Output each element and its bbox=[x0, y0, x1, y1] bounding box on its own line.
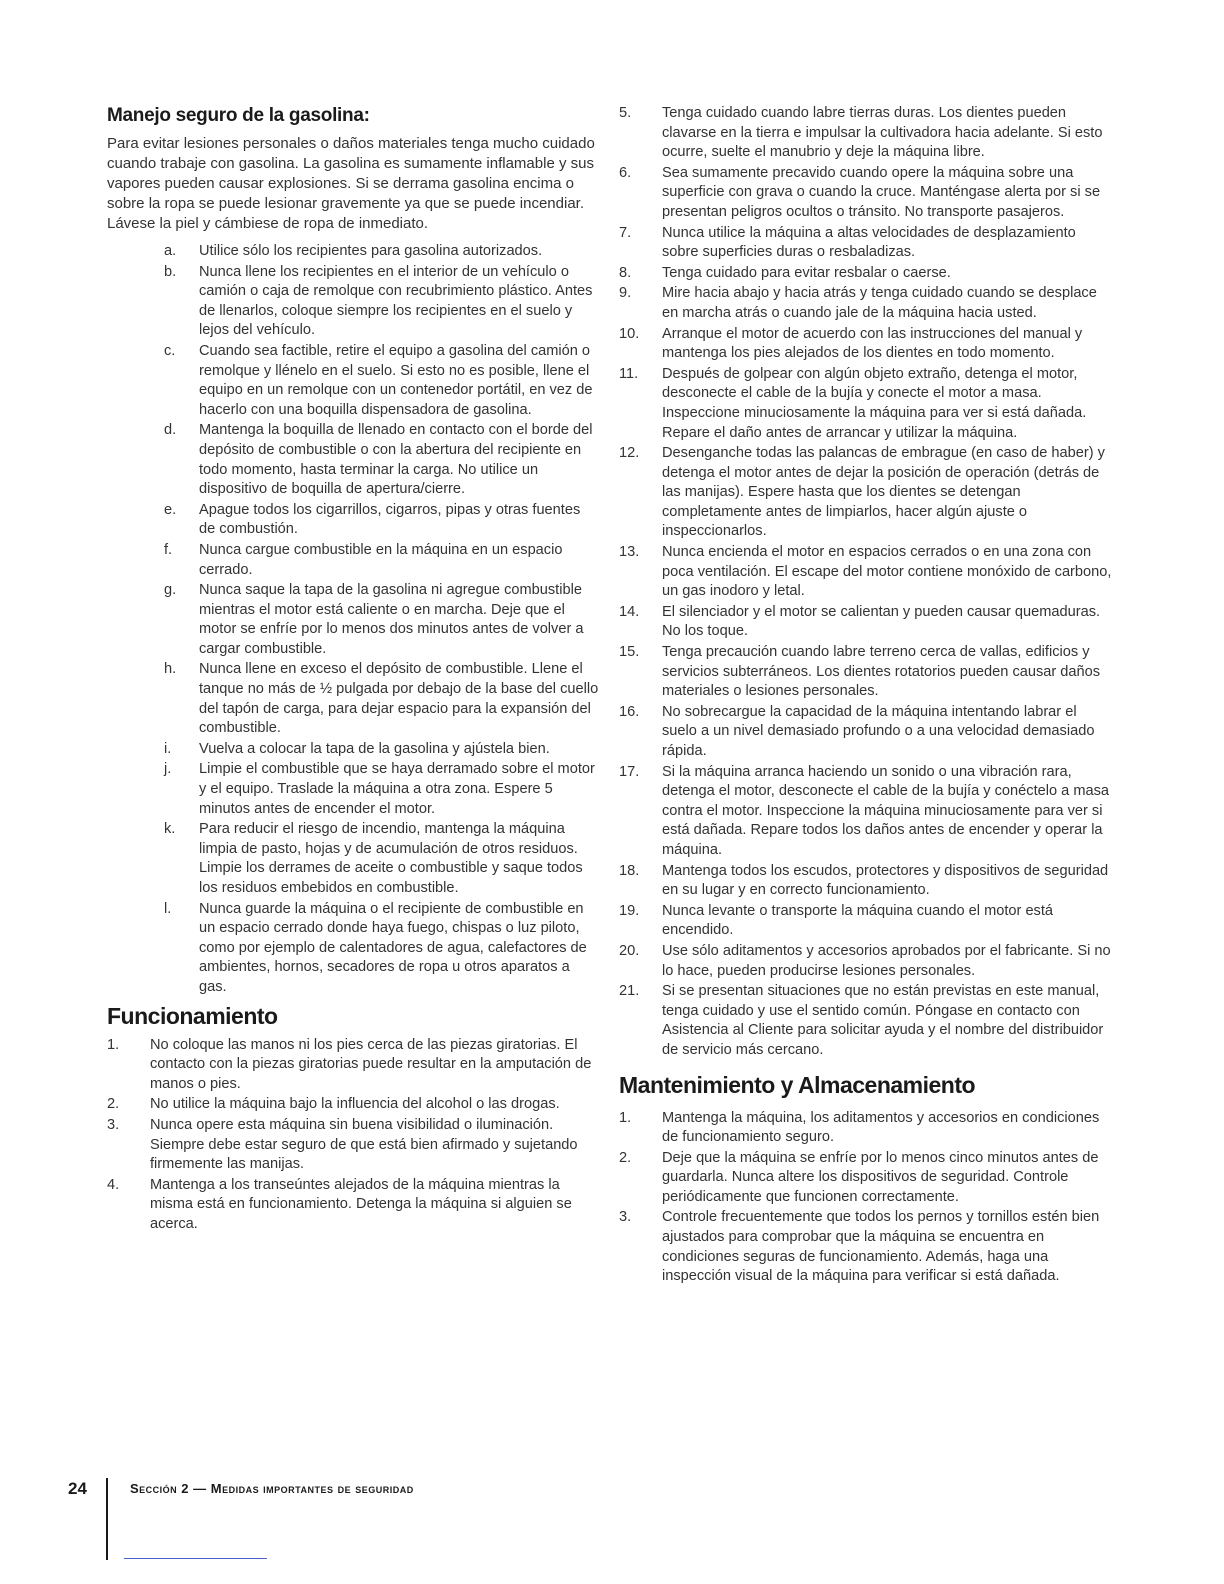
list-item-text: No sobrecargue la capacidad de la máquina intentando labrar el suelo a un nivel demasiado profundo o a una velocidad demasiado rápida. bbox=[662, 703, 1095, 759]
list-item-marker: f. bbox=[164, 541, 173, 558]
list-item-text: Nunca llene en exceso el depósito de combustible. Llene el tanque no más de ½ pulgada por debajo de la base del cuello del tapón de carga, para dejar espacio para la expansión del combustible. bbox=[199, 661, 599, 737]
list-item bbox=[619, 1109, 1112, 1148]
list-item-marker: 6. bbox=[619, 164, 632, 181]
list-item bbox=[107, 660, 599, 738]
list-item-text: Para reducir el riesgo de incendio, mantenga la máquina limpia de pasto, hojas y de acumulación de otros residuos. Limpie los derrames de aceite o combustible y saque todos los residuos embebidos en combustible. bbox=[199, 821, 583, 896]
list-item-marker: 21. bbox=[619, 983, 640, 1000]
list-item bbox=[619, 164, 1112, 223]
list-item-marker: i. bbox=[164, 740, 172, 757]
list-item-marker: 17. bbox=[619, 763, 640, 780]
list-item-text: Tenga precaución cuando labre terreno cerca de vallas, edificios y servicios subterráneos. Los dientes rotatorios pueden causar daños materiales o lesiones personales. bbox=[662, 644, 1101, 700]
list-item-marker: k. bbox=[164, 821, 176, 838]
list-item bbox=[107, 421, 599, 499]
list-item-text: Mantenga la boquilla de llenado en contacto con el borde del depósito de combustible o con la abertura del recipiente en todo momento, hasta terminar la carga. No utilice un dispositivo de boquilla de apertura/cierre. bbox=[199, 422, 593, 498]
maintenance-heading: Mantenimiento y Almacenamiento bbox=[619, 1071, 976, 1098]
list-item-marker: b. bbox=[164, 263, 177, 280]
list-item bbox=[619, 643, 1112, 702]
list-item bbox=[619, 444, 1112, 542]
list-item-text: Utilice sólo los recipientes para gasolina autorizados. bbox=[199, 243, 543, 259]
list-item bbox=[107, 760, 599, 819]
list-item-marker: 4. bbox=[107, 1176, 120, 1193]
list-item bbox=[619, 365, 1112, 443]
list-item-text: No utilice la máquina bajo la influencia del alcohol o las drogas. bbox=[150, 1096, 560, 1113]
list-item-marker: 2. bbox=[107, 1096, 120, 1113]
footer-section-label: Sección 2 — Medidas importantes de seguridad bbox=[130, 1481, 414, 1496]
gas-safety-list bbox=[107, 242, 599, 998]
list-item-text: Mantenga a los transeúntes alejados de la máquina mientras la misma está en funcionamiento. Detenga la máquina si alguien se acerca. bbox=[150, 1176, 572, 1232]
list-item-text: Nunca saque la tapa de la gasolina ni agregue combustible mientras el motor está caliente o en marcha. Deje que el motor se enfríe por lo menos dos minutos antes de volver a cargar combustible. bbox=[199, 582, 584, 657]
list-item-text: Tenga cuidado cuando labre tierras duras. Los dientes pueden clavarse en la tierra e impulsar la cultivadora hacia adelante. Si esto ocurre, suelte el manubrio y deje la máquina libre. bbox=[662, 105, 1103, 161]
list-item-marker: l. bbox=[164, 900, 172, 917]
list-item-text: Si la máquina arranca haciendo un sonido o una vibración rara, detenga el motor, desconecte el cable de la bujía y conéctelo a masa contra el motor. Inspeccione la máquina minuciosamente para ver si está dañada. Repare todos los daños antes de encender y operar la máquina. bbox=[662, 763, 1110, 858]
operation-heading: Funcionamiento bbox=[107, 1002, 278, 1029]
list-item-text: Nunca cargue combustible en la máquina en un espacio cerrado. bbox=[199, 541, 563, 578]
operation-list-continued bbox=[619, 104, 1112, 1061]
list-item-text: Arranque el motor de acuerdo con las instrucciones del manual y mantenga los pies alejados de los dientes en todo momento. bbox=[662, 325, 1083, 362]
list-item bbox=[107, 541, 599, 580]
list-item-text: Use sólo aditamentos y accesorios aprobados por el fabricante. Si no lo hace, pueden producirse lesiones personales. bbox=[662, 942, 1111, 979]
list-item bbox=[619, 264, 1112, 284]
list-item bbox=[107, 740, 599, 760]
list-item-text: Después de golpear con algún objeto extraño, detenga el motor, desconecte el cable de la bujía y conecte el motor a masa. Inspeccione minuciosamente la máquina para ver si está dañada. Repare el daño antes de arrancar y utilizar la máquina. bbox=[662, 365, 1087, 441]
list-item bbox=[107, 263, 599, 341]
list-item-marker: c. bbox=[164, 342, 176, 359]
list-item bbox=[619, 1149, 1112, 1208]
gas-safety-heading: Manejo seguro de la gasolina: bbox=[107, 105, 370, 126]
list-item-marker: 12. bbox=[619, 445, 640, 462]
list-item-text: Mantenga todos los escudos, protectores y dispositivos de seguridad en su lugar y en correcto funcionamiento. bbox=[662, 862, 1109, 899]
list-item-text: Deje que la máquina se enfríe por lo menos cinco minutos antes de guardarla. Nunca altere los dispositivos de seguridad. Controle periódicamente que funcionen correctamente. bbox=[662, 1149, 1099, 1205]
list-item-text: Tenga cuidado para evitar resbalar o caerse. bbox=[662, 264, 951, 281]
list-item-marker: 16. bbox=[619, 703, 640, 720]
list-item bbox=[619, 325, 1112, 364]
list-item-text: Nunca utilice la máquina a altas velocidades de desplazamiento sobre superficies duras o resbaladizas. bbox=[662, 224, 1076, 261]
list-item-marker: g. bbox=[164, 582, 177, 599]
list-item-text: Nunca llene los recipientes en el interior de un vehículo o camión o caja de remolque con recubrimiento plástico. Antes de llenarlos, coloque siempre los recipientes en el suelo y lejos del vehículo. bbox=[199, 263, 593, 339]
list-item-marker: 14. bbox=[619, 603, 640, 620]
list-item-text: Cuando sea factible, retire el equipo a gasolina del camión o remolque y llénelo en el suelo. Si esto no es posible, llene el equipo en un remolque con un contenedor portátil, en vez de hacerlo con una boquilla dispensadora de gasolina. bbox=[199, 342, 593, 418]
gas-safety-intro: Para evitar lesiones personales o daños materiales tenga mucho cuidado cuando trabaje con gasolina. La gasolina es sumamente inflamable y sus vapores pueden causar explosiones. Si se derrama gasolina encima o sobre la ropa se puede lesionar gravemente ya que se puede incendiar. Lávese la piel y cámbiese de ropa de inmediato. bbox=[107, 135, 595, 232]
list-item-marker: 8. bbox=[619, 264, 632, 281]
list-item bbox=[107, 242, 599, 262]
list-item-marker: d. bbox=[164, 422, 177, 439]
list-item-text: Limpie el combustible que se haya derramado sobre el motor y el equipo. Traslade la máquina a otra zona. Espere 5 minutos antes de encender el motor. bbox=[199, 761, 595, 817]
bottom-rule bbox=[124, 1558, 267, 1559]
list-item bbox=[107, 1116, 599, 1175]
list-item-marker: 3. bbox=[619, 1209, 632, 1226]
footer-divider bbox=[106, 1478, 108, 1560]
maintenance-list bbox=[619, 1109, 1112, 1287]
list-item-text: Sea sumamente precavido cuando opere la máquina sobre una superficie con grava o cuando la cruce. Manténgase alerta por si se presentan peligros ocultos o tránsito. No transporte pasajeros. bbox=[662, 164, 1101, 220]
list-item-marker: 1. bbox=[619, 1109, 632, 1126]
list-item-marker: 18. bbox=[619, 862, 640, 879]
list-item bbox=[619, 543, 1112, 602]
page-number: 24 bbox=[68, 1479, 87, 1498]
list-item bbox=[619, 284, 1112, 323]
list-item-text: Vuelva a colocar la tapa de la gasolina y ajústela bien. bbox=[199, 740, 550, 757]
list-item-marker: 11. bbox=[619, 365, 639, 382]
list-item-marker: 13. bbox=[619, 544, 640, 561]
list-item-marker: 19. bbox=[619, 902, 640, 919]
list-item-marker: 5. bbox=[619, 105, 632, 121]
list-item bbox=[107, 581, 599, 659]
list-item bbox=[619, 104, 1112, 163]
list-item bbox=[619, 942, 1112, 981]
right-column bbox=[619, 104, 1112, 1288]
list-item bbox=[619, 763, 1112, 861]
list-item-text: Apague todos los cigarrillos, cigarros, pipas y otras fuentes de combustión. bbox=[199, 501, 581, 538]
list-item bbox=[107, 342, 599, 420]
list-item-text: El silenciador y el motor se calientan y pueden causar quemaduras. No los toque. bbox=[662, 603, 1101, 640]
list-item-text: No coloque las manos ni los pies cerca de las piezas giratorias. El contacto con la piezas giratorias puede resultar en la amputación de manos o pies. bbox=[150, 1036, 592, 1092]
list-item-marker: h. bbox=[164, 661, 177, 678]
list-item-text: Mire hacia abajo y hacia atrás y tenga cuidado cuando se desplace en marcha atrás o cuando jale de la máquina hacia usted. bbox=[662, 285, 1097, 321]
list-item-marker: 9. bbox=[619, 285, 632, 302]
list-item bbox=[107, 900, 599, 998]
list-item bbox=[107, 1036, 599, 1095]
list-item-text: Desenganche todas las palancas de embrague (en caso de haber) y detenga el motor antes de dejar la posición de operación (detrás de las manijas). Espere hasta que los dientes se detengan completamente antes de limpiarlos, hacer algún ajuste o inspeccionarlos. bbox=[662, 445, 1105, 540]
list-item bbox=[619, 902, 1112, 941]
list-item bbox=[619, 1208, 1112, 1286]
list-item bbox=[107, 1095, 599, 1115]
list-item-text: Si se presentan situaciones que no están previstas en este manual, tenga cuidado y use el sentido común. Póngase en contacto con Asistencia al Cliente para solicitar ayuda y el nombre del distribuidor de servicio más cercano. bbox=[662, 983, 1104, 1058]
list-item-text: Mantenga la máquina, los aditamentos y accesorios en condiciones de funcionamiento seguro. bbox=[662, 1109, 1100, 1146]
list-item-text: Nunca levante o transporte la máquina cuando el motor está encendido. bbox=[662, 902, 1054, 939]
list-item bbox=[619, 862, 1112, 901]
list-item bbox=[619, 603, 1112, 642]
list-item-marker: 1. bbox=[107, 1036, 120, 1053]
list-item bbox=[619, 224, 1112, 263]
list-item bbox=[107, 820, 599, 898]
page-footer bbox=[68, 1478, 414, 1560]
list-item-marker: 2. bbox=[619, 1149, 632, 1166]
list-item-marker: 20. bbox=[619, 942, 640, 959]
list-item-text: Nunca opere esta máquina sin buena visibilidad o iluminación. Siempre debe estar seguro de que está bien afirmado y sujetando firmemente las manijas. bbox=[150, 1116, 578, 1173]
list-item-marker: 7. bbox=[619, 224, 632, 241]
list-item bbox=[619, 982, 1112, 1060]
list-item bbox=[107, 501, 599, 540]
left-column bbox=[107, 104, 599, 1236]
list-item bbox=[619, 703, 1112, 762]
list-item-text: Nunca guarde la máquina o el recipiente de combustible en un espacio cerrado donde haya fuego, chispas o luz piloto, como por ejemplo de calentadores de agua, calefactores de ambientes, hornos, secadores de ropa u otros aparatos a gas. bbox=[199, 900, 587, 995]
list-item-marker: j. bbox=[164, 761, 172, 778]
list-item-marker: 10. bbox=[619, 325, 640, 342]
list-item-marker: 3. bbox=[107, 1116, 120, 1133]
list-item-marker: 15. bbox=[619, 644, 640, 661]
list-item-text: Controle frecuentemente que todos los pernos y tornillos estén bien ajustados para comprobar que la máquina se encuentra en condiciones seguras de funcionamiento. Además, haga una inspección visual de la máquina para verificar si está dañada. bbox=[662, 1209, 1100, 1285]
list-item-marker: e. bbox=[164, 501, 177, 518]
list-item-marker: a. bbox=[164, 243, 177, 259]
list-item-text: Nunca encienda el motor en espacios cerrados o en una zona con poca ventilación. El escape del motor contiene monóxido de carbono, un gas inodoro y letal. bbox=[662, 544, 1112, 600]
operation-list bbox=[107, 1036, 599, 1235]
list-item bbox=[107, 1176, 599, 1235]
